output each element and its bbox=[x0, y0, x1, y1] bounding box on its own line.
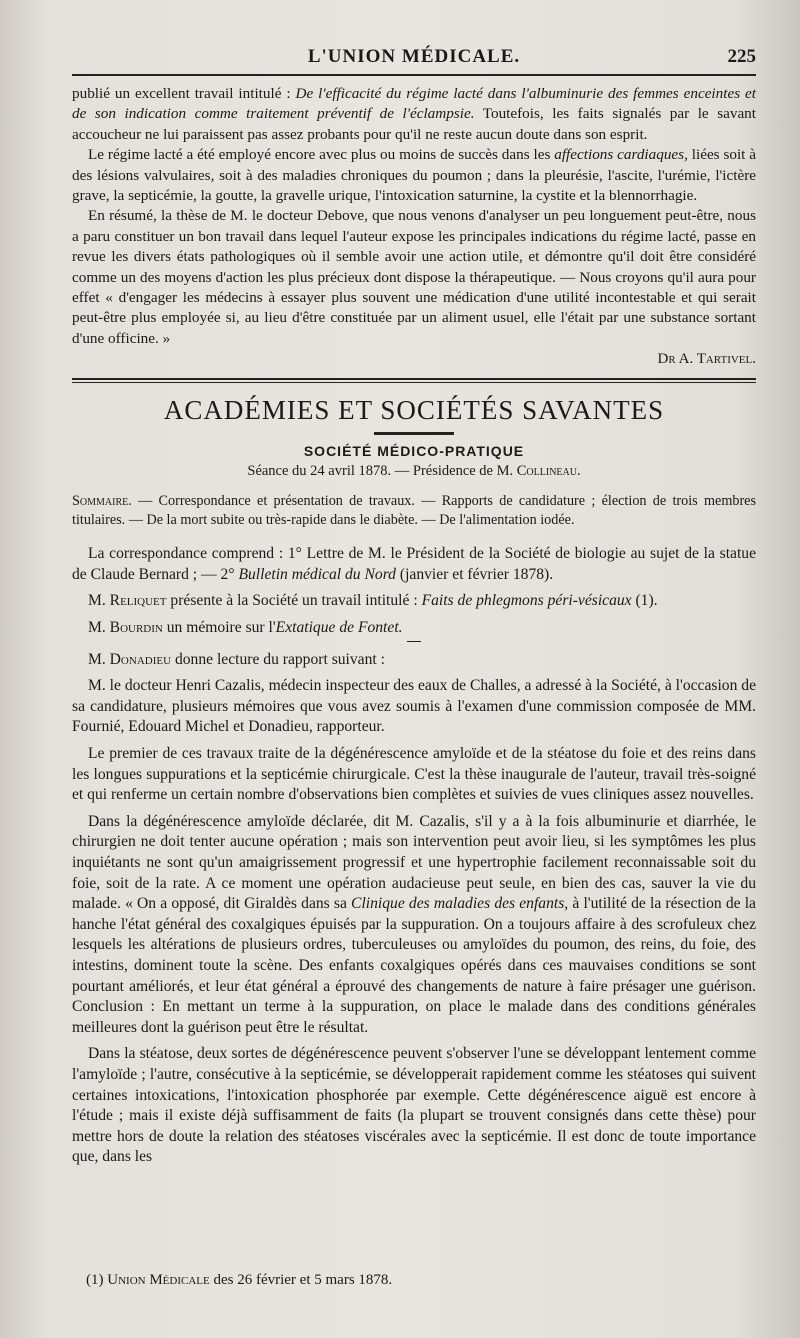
footnote: (1) Union Médicale des 26 février et 5 mars 1878. bbox=[86, 1272, 393, 1288]
intro-paragraph-2: Le régime lacté a été employé encore avec plus ou moins de succès dans les affections cardiaques, liées soit à des lésions valvulaires, soit à des maladies chroniques du poumon ; dans la pleurésie, l'ascite, l'urémie, l'ictère grave, la septicémie, la goutte, la gravelle urique, l'intoxication saturnine, la cystite et la blennorrhagie. bbox=[72, 146, 757, 205]
dash-separator bbox=[407, 641, 421, 642]
intro-paragraph-3: En résumé, la thèse de M. le docteur Debove, que nous venons d'analyser un peu longuement peut-être, nous a paru constituer un bon travail dans lequel l'auteur expose les principales indications du régime lacté, passe en revue les divers états pathologiques où il semble avoir une action utile, et démontre qu'il doit être considéré comme un des moyens d'action les plus précieux dont dispose la thérapeutique. — Nous croyons qu'il aura pour effet « d'engager les médecins à essayer plus souvent une médication d'une utilité incontestable et qui serait peut-être plus employée si, au lieu d'être constituée par un aliment usuel, elle l'était par une substance sortant d'une officine. » bbox=[72, 207, 756, 347]
report-paragraph-1: M. le docteur Henri Cazalis, médecin inspecteur des eaux de Challes, a adressé à la Société, à l'occasion de sa candidature, plusieurs mémoires que vous avez soumis à l'examen d'une commission composée de MM. Fournié, Edouard Michel et Donadieu, rapporteur. bbox=[72, 677, 756, 736]
section-short-rule bbox=[374, 432, 454, 435]
report-paragraph-2: Le premier de ces travaux traite de la dégénérescence amyloïde et de la stéatose du foie et des reins dans les longues suppurations et la septicémie chirurgicale. C'est la thèse inaugurale de l'auteur, travail très-soigné et qui renferme un certain nombre d'observations bien complètes et suivies de vues cliniques assez nouvelles. bbox=[72, 745, 756, 804]
main-text bbox=[72, 544, 756, 1168]
sommaire: Sommaire. — Correspondance et présentation de travaux. — Rapports de candidature ; élection de trois membres titulaires. — De la mort subite ou très-rapide dans le diabète. — De l'alimentation iodée. bbox=[72, 493, 756, 529]
report-paragraph-3: Dans la dégénérescence amyloïde déclarée, dit M. Cazalis, s'il y a à la fois albuminurie et diarrhée, le chirurgien ne doit tenter aucune opération ; mais son intervention peut avoir lieu, si les symptômes les plus inquiétants ne sont qu'un amaigrissement progressif et une hypertrophie facilement reconnaissable soit du foie, soit de la rate. A ce moment une opération audacieuse peut seule, en bien des cas, sauver la vie du malade. « On a opposé, dit Giraldès dans sa Clinique des maladies des enfants, à l'utilité de la résection de la hanche l'état général des coxalgiques épuisés par la suppuration. On a toujours affaire à des scrofuleux chez lesquels les altérations de plusieurs ordres, tuberculeuses ou amyloïdes du poumon, des reins, du foie, des intestins, dominent toute la scène. Des enfants coxalgiques opérés dans ces mauvaises conditions se sont pourtant améliorés, et leur état général a éprouvé des changements de nature à faire présager une guérison. Conclusion : En mettant un terme à la suppuration, on place le malade dans des conditions générales meilleures dont la guérison peut être le résultat. bbox=[72, 812, 756, 1036]
correspondence-paragraph: La correspondance comprend : 1° Lettre de M. le Président de la Société de biologie au sujet de la statue de Claude Bernard ; — 2° Bulletin médical du Nord (janvier et février 1878). bbox=[72, 545, 756, 583]
author-signature: Dr A. Tartivel. bbox=[657, 351, 756, 368]
section-rule-top bbox=[72, 378, 756, 380]
intro-paragraph-1: publié un excellent travail intitulé : De l'efficacité du régime lacté dans l'albuminurie des femmes enceintes et de son indication comme traitement préventif de l'éclampsie. Toutefois, les faits signalés par le savant accoucheur ne lui paraissent pas assez probants pour qu'il ne reste aucun doute dans son esprit. bbox=[72, 85, 756, 143]
section-title: ACADÉMIES ET SOCIÉTÉS SAVANTES bbox=[163, 395, 665, 426]
section-rule-bottom bbox=[72, 382, 756, 383]
running-header bbox=[72, 38, 756, 70]
header-rule bbox=[72, 74, 756, 76]
reliquet-paragraph: M. Reliquet présente à la Société un travail intitulé : Faits de phlegmons péri-vésicaux (1). bbox=[88, 592, 658, 610]
page-number: 225 bbox=[727, 46, 756, 67]
journal-title: L'UNION MÉDICALE. bbox=[307, 46, 521, 67]
intro-text bbox=[72, 84, 756, 349]
society-name: SOCIÉTÉ MÉDICO-PRATIQUE bbox=[303, 443, 525, 460]
report-paragraph-4: Dans la stéatose, deux sortes de dégénérescence peuvent s'observer l'une se développant lentement comme l'amyloïde ; l'autre, consécutive à la septicémie, se développerait rapidement comme les stéatoses qui suivent certaines intoxications, l'intoxication phosphorée par exemple. Cette dégénérescence aiguë est encore à l'étude ; mais il existe déjà suffisamment de faits (la plupart se trouvent consignés dans cette thèse) pour mettre hors de doute la relation des stéatoses viscérales avec la septicémie. Il est donc de toute importance que, dans les bbox=[72, 1045, 756, 1166]
donadieu-paragraph: M. Donadieu donne lecture du rapport suivant : bbox=[88, 650, 385, 668]
seance-line: Séance du 24 avril 1878. — Présidence de M. Collineau. bbox=[247, 463, 581, 480]
bourdin-paragraph: M. Bourdin un mémoire sur l'Extatique de Fontet. bbox=[88, 619, 403, 637]
